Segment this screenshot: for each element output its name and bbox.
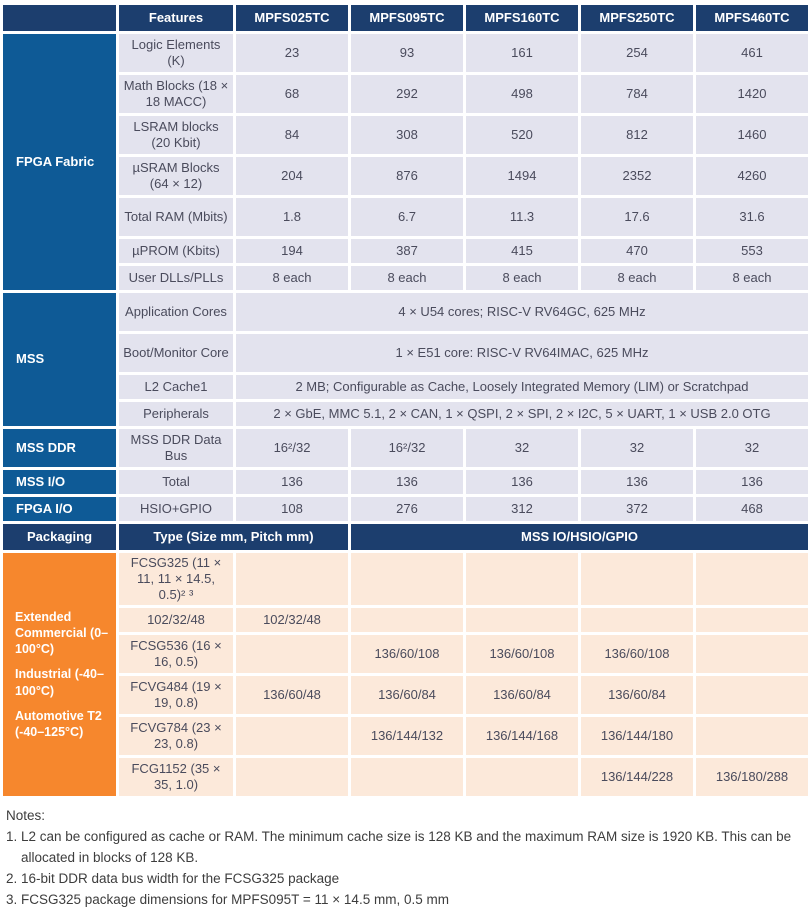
feature-cell: LSRAM blocks (20 Kbit)	[119, 116, 233, 154]
spec-row	[3, 157, 808, 195]
package-value-cell: 136/60/108	[466, 635, 578, 673]
group-cell: FPGA Fabric	[3, 34, 116, 290]
package-value-cell: 136/144/228	[581, 758, 693, 796]
value-cell: 23	[236, 34, 348, 72]
packaging-header-cell: Packaging	[3, 524, 116, 550]
feature-cell: HSIO+GPIO	[119, 497, 233, 521]
package-value-cell: 102/32/48	[236, 608, 348, 632]
value-cell: 16²/32	[236, 429, 348, 467]
value-cell: 136	[351, 470, 463, 494]
product-spec-table	[0, 2, 811, 799]
spec-row	[3, 34, 808, 72]
value-cell: 8 each	[581, 266, 693, 290]
package-value-cell	[696, 676, 808, 714]
spec-row	[3, 293, 808, 331]
value-cell: 812	[581, 116, 693, 154]
package-value-cell: 136/144/180	[581, 717, 693, 755]
package-name-cell: FCVG784 (23 × 23, 0.8)	[119, 717, 233, 755]
value-cell: 136	[466, 470, 578, 494]
value-cell: 84	[236, 116, 348, 154]
package-value-cell	[581, 553, 693, 605]
value-cell: 308	[351, 116, 463, 154]
value-cell: 32	[581, 429, 693, 467]
package-value-cell	[351, 553, 463, 605]
spec-row	[3, 497, 808, 521]
package-value-cell: 136/60/108	[351, 635, 463, 673]
temperature-grade-label: Industrial (-40–100°C)	[15, 667, 104, 698]
value-cell: 32	[466, 429, 578, 467]
note-line: 3. FCSG325 package dimensions for MPFS095T = 11 × 14.5 mm, 0.5 mm	[6, 891, 449, 907]
packaging-row	[3, 676, 808, 714]
span-value-cell: 2 MB; Configurable as Cache, Loosely Integrated Memory (LIM) or Scratchpad	[236, 375, 808, 399]
product-column-header: MPFS025TC	[236, 5, 348, 31]
value-cell: 4260	[696, 157, 808, 195]
spec-row	[3, 402, 808, 426]
value-cell: 31.6	[696, 198, 808, 236]
spec-row	[3, 75, 808, 113]
packaging-header-row	[3, 524, 808, 550]
feature-cell: Boot/Monitor Core	[119, 334, 233, 372]
value-cell: 372	[581, 497, 693, 521]
package-value-cell	[466, 608, 578, 632]
package-value-cell	[696, 635, 808, 673]
spec-row	[3, 334, 808, 372]
value-cell: 1494	[466, 157, 578, 195]
package-value-cell: 136/144/168	[466, 717, 578, 755]
temperature-grade-label: Automotive T2 (-40–125°C)	[15, 708, 102, 740]
value-cell: 16²/32	[351, 429, 463, 467]
value-cell: 520	[466, 116, 578, 154]
packaging-row	[3, 553, 808, 605]
value-cell: 876	[351, 157, 463, 195]
temperature-grades-cell	[3, 553, 116, 796]
span-value-cell: 1 × E51 core: RISC-V RV64IMAC, 625 MHz	[236, 334, 808, 372]
packaging-row	[3, 758, 808, 796]
value-cell: 1460	[696, 116, 808, 154]
product-column-header: MPFS460TC	[696, 5, 808, 31]
value-cell: 17.6	[581, 198, 693, 236]
temperature-grade-label: Extended Commercial (0–100°C)	[15, 609, 109, 657]
package-name-cell: FCG1152 (35 × 35, 1.0)	[119, 758, 233, 796]
package-value-cell: 136/60/84	[466, 676, 578, 714]
package-value-cell	[466, 553, 578, 605]
value-cell: 8 each	[466, 266, 578, 290]
span-value-cell: 4 × U54 cores; RISC-V RV64GC, 625 MHz	[236, 293, 808, 331]
package-value-cell: 136/60/84	[581, 676, 693, 714]
package-value-cell: 136/60/108	[581, 635, 693, 673]
product-column-header: MPFS160TC	[466, 5, 578, 31]
packaging-row	[3, 608, 808, 632]
value-cell: 553	[696, 239, 808, 263]
value-cell: 312	[466, 497, 578, 521]
package-name-cell: FCVG484 (19 × 19, 0.8)	[119, 676, 233, 714]
value-cell: 468	[696, 497, 808, 521]
value-cell: 11.3	[466, 198, 578, 236]
group-cell: MSS I/O	[3, 470, 116, 494]
spec-row	[3, 470, 808, 494]
feature-cell: Logic Elements (K)	[119, 34, 233, 72]
spec-row	[3, 198, 808, 236]
package-value-cell	[696, 553, 808, 605]
spec-row	[3, 239, 808, 263]
value-cell: 1420	[696, 75, 808, 113]
value-cell: 8 each	[351, 266, 463, 290]
package-value-cell: 136/180/288	[696, 758, 808, 796]
value-cell: 6.7	[351, 198, 463, 236]
value-cell: 204	[236, 157, 348, 195]
value-cell: 93	[351, 34, 463, 72]
package-value-cell	[351, 758, 463, 796]
feature-cell: Peripherals	[119, 402, 233, 426]
value-cell: 136	[236, 470, 348, 494]
package-value-cell	[696, 717, 808, 755]
corner-cell	[3, 5, 116, 31]
spec-row	[3, 116, 808, 154]
notes-section	[0, 799, 811, 911]
span-value-cell: 2 × GbE, MMC 5.1, 2 × CAN, 1 × QSPI, 2 × SPI, 2 × I2C, 5 × UART, 1 × USB 2.0 OTG	[236, 402, 808, 426]
feature-cell: MSS DDR Data Bus	[119, 429, 233, 467]
value-cell: 461	[696, 34, 808, 72]
note-line: 1. L2 can be configured as cache or RAM. The minimum cache size is 128 KB and the maximum RAM size is 1920 KB. This can be allocated in blocks of 128 KB.	[6, 828, 792, 865]
value-cell: 8 each	[236, 266, 348, 290]
packaging-row	[3, 635, 808, 673]
value-cell: 387	[351, 239, 463, 263]
value-cell: 254	[581, 34, 693, 72]
group-cell: FPGA I/O	[3, 497, 116, 521]
feature-cell: Total RAM (Mbits)	[119, 198, 233, 236]
package-value-cell	[351, 608, 463, 632]
value-cell: 276	[351, 497, 463, 521]
package-name-cell: FCSG536 (16 × 16, 0.5)	[119, 635, 233, 673]
feature-cell: Application Cores	[119, 293, 233, 331]
feature-cell: µPROM (Kbits)	[119, 239, 233, 263]
feature-cell: µSRAM Blocks (64 × 12)	[119, 157, 233, 195]
package-value-cell: 136/60/48	[236, 676, 348, 714]
value-cell: 32	[696, 429, 808, 467]
value-cell: 136	[696, 470, 808, 494]
package-value-cell	[466, 758, 578, 796]
package-name-cell: FCSG325 (11 × 11, 11 × 14.5, 0.5)² ³	[119, 553, 233, 605]
package-type-header-cell: Type (Size mm, Pitch mm)	[119, 524, 348, 550]
group-cell: MSS DDR	[3, 429, 116, 467]
packaging-row	[3, 717, 808, 755]
package-value-cell	[236, 758, 348, 796]
features-column-header: Features	[119, 5, 233, 31]
package-value-cell	[696, 608, 808, 632]
package-value-cell: 136/60/84	[351, 676, 463, 714]
value-cell: 2352	[581, 157, 693, 195]
value-cell: 136	[581, 470, 693, 494]
value-cell: 8 each	[696, 266, 808, 290]
value-cell: 1.8	[236, 198, 348, 236]
package-value-cell	[236, 553, 348, 605]
spec-row	[3, 429, 808, 467]
value-cell: 292	[351, 75, 463, 113]
package-value-cell	[236, 635, 348, 673]
value-cell: 498	[466, 75, 578, 113]
datasheet-page	[0, 2, 811, 911]
value-cell: 784	[581, 75, 693, 113]
package-name-cell: 102/32/48	[119, 608, 233, 632]
mss-io-header-cell: MSS IO/HSIO/GPIO	[351, 524, 808, 550]
value-cell: 415	[466, 239, 578, 263]
value-cell: 108	[236, 497, 348, 521]
feature-cell: Total	[119, 470, 233, 494]
package-value-cell	[581, 608, 693, 632]
header-row	[3, 5, 808, 31]
spec-row	[3, 266, 808, 290]
note-line: 2. 16-bit DDR data bus width for the FCSG325 package	[6, 870, 340, 886]
product-column-header: MPFS250TC	[581, 5, 693, 31]
product-column-header: MPFS095TC	[351, 5, 463, 31]
group-cell: MSS	[3, 293, 116, 426]
feature-cell: L2 Cache1	[119, 375, 233, 399]
package-value-cell: 136/144/132	[351, 717, 463, 755]
feature-cell: User DLLs/PLLs	[119, 266, 233, 290]
package-value-cell	[236, 717, 348, 755]
spec-row	[3, 375, 808, 399]
value-cell: 161	[466, 34, 578, 72]
feature-cell: Math Blocks (18 × 18 MACC)	[119, 75, 233, 113]
value-cell: 68	[236, 75, 348, 113]
notes-label: Notes:	[6, 808, 46, 823]
value-cell: 194	[236, 239, 348, 263]
value-cell: 470	[581, 239, 693, 263]
